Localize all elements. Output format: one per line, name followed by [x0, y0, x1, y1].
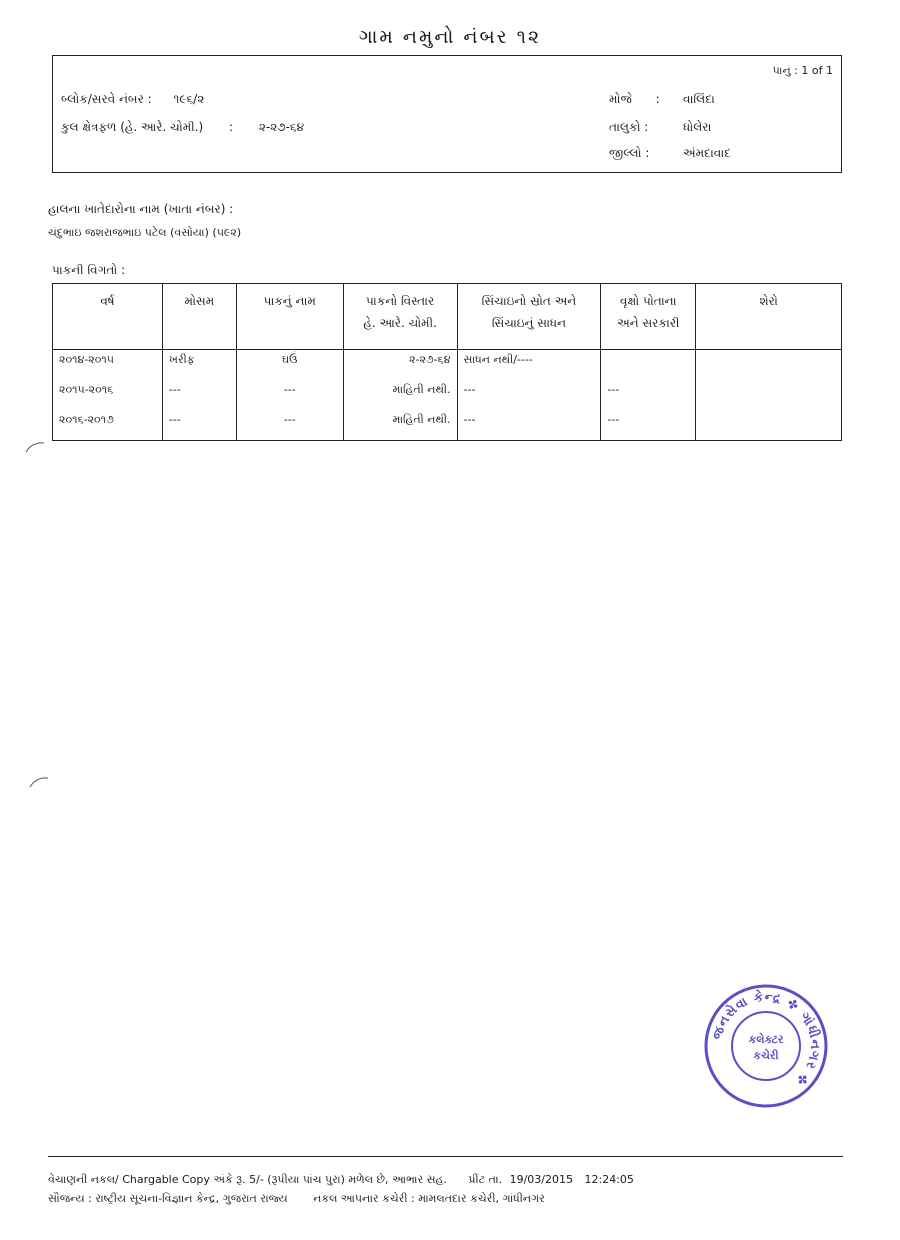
- svg-text:જનસેવા કેન્દ્ર ✤ ગાંધીનગર ✤: જનસેવા કેન્દ્ર ✤ ગાંધીનગર ✤: [710, 989, 823, 1089]
- svg-text:કચેરી: કચેરી: [753, 1049, 779, 1062]
- courtesy-note: સૌજન્ય : રાષ્ટ્રીય સૂચના-વિજ્ઞાન કેન્દ્ર, ગુજરાત રાજ્ય: [48, 1192, 288, 1205]
- print-time: 12:24:05: [584, 1173, 634, 1186]
- col-irrigation: [457, 284, 601, 350]
- village-separator: :: [655, 92, 660, 106]
- survey-number-row: [61, 92, 204, 107]
- taluka-label: તાલુકો :: [609, 120, 649, 134]
- cell-year: ૨૦૧૪-૨૦૧૫: [53, 350, 163, 381]
- cell-crop: ---: [236, 410, 343, 441]
- cell-season: ---: [162, 380, 236, 410]
- office-seal-stamp: [703, 983, 829, 1109]
- survey-number-label: બ્લોક/સરવે નંબર :: [61, 92, 152, 106]
- crop-details-table: [52, 283, 842, 441]
- print-label: પ્રીંટ તા.: [468, 1173, 503, 1186]
- table-row: [53, 380, 842, 410]
- cell-crop: ઘઉં: [236, 350, 343, 381]
- cell-year: ૨૦૧૬-૨૦૧૭: [53, 410, 163, 441]
- col-trees: [601, 284, 696, 350]
- col-crop-area-line2: હે. આરે. ચોમી.: [363, 316, 437, 330]
- cell-area: ૨-૨૭-૬૪: [343, 350, 457, 381]
- col-crop-area-line1: પાકનો વિસ્તાર: [366, 294, 435, 308]
- footer-line-2: [48, 1192, 545, 1206]
- cell-year: ૨૦૧૫-૨૦૧૬: [53, 380, 163, 410]
- cell-remarks: [696, 410, 842, 441]
- scan-mark: [28, 775, 52, 789]
- footer-divider: [48, 1156, 843, 1157]
- cell-remarks: [696, 350, 842, 381]
- cell-trees: ---: [601, 410, 696, 441]
- col-trees-line1: વૃક્ષો પોતાના: [619, 294, 677, 308]
- scan-mark: [24, 440, 48, 454]
- village-row: [609, 92, 660, 107]
- svg-text:કલેક્ટર: કલેક્ટર: [748, 1033, 784, 1046]
- cell-season: ખરીફ: [162, 350, 236, 381]
- col-irrigation-line1: સિંચાઇનો સ્રોત અને: [481, 294, 577, 308]
- cell-area: માહિતી નથી.: [343, 380, 457, 410]
- total-area-value: ૨-૨૭-૬૪: [258, 120, 305, 134]
- cell-remarks: [696, 380, 842, 410]
- table-row: [53, 350, 842, 381]
- col-irrigation-line2: સિંચાઇનું સાધન: [491, 316, 567, 330]
- header-box: [52, 55, 842, 173]
- total-area-row: [61, 120, 304, 135]
- cell-irrigation: ---: [457, 410, 601, 441]
- crop-details-label: પાકની વિગતો :: [52, 263, 126, 277]
- page-number: પાનું : 1 of 1: [772, 64, 833, 77]
- cell-trees: ---: [601, 380, 696, 410]
- cell-season: ---: [162, 410, 236, 441]
- cell-crop: ---: [236, 380, 343, 410]
- village-value: વાલિંદા: [683, 92, 715, 106]
- col-year: વર્ષ: [53, 284, 163, 350]
- print-date: 19/03/2015: [509, 1173, 573, 1186]
- table-header-row: [53, 284, 842, 350]
- district-value: અંમદાવાદ: [683, 146, 731, 160]
- total-area-label: કુલ ક્ષેત્રફળ (હે. આરે. ચોમી.): [61, 120, 204, 134]
- survey-number-value: ૧૯૬/૨: [173, 92, 205, 106]
- col-season: મોસમ: [162, 284, 236, 350]
- col-trees-line2: અને સરકારી: [617, 316, 680, 330]
- owners-value: ચંદુભાઇ જશરાજભાઇ પટેલ (વસોયા) (૫૯૨): [48, 226, 242, 239]
- village-label: મોજે: [609, 92, 632, 106]
- owners-label: હાલના ખાતેદારોના નામ (ખાતા નંબર) :: [48, 202, 234, 216]
- col-remarks: શેરો: [696, 284, 842, 350]
- cell-irrigation: સાધન નથી/----: [457, 350, 601, 381]
- col-crop-area: [343, 284, 457, 350]
- cell-area: માહિતી નથી.: [343, 410, 457, 441]
- cell-trees: [601, 350, 696, 381]
- district-label: જીલ્લો :: [609, 146, 650, 160]
- table-row: [53, 410, 842, 441]
- footer-line-1: [48, 1173, 634, 1187]
- form-title: ગામ નમુનો નંબર ૧૨: [358, 26, 542, 48]
- chargeable-copy-note: વેચાણની નકલ/ Chargable Copy અંકે રૂ. 5/- (રૂપીયા પાંચ પુરા) મળેલ છે, આભાર સહ.: [48, 1173, 447, 1186]
- total-area-separator: :: [228, 120, 234, 134]
- taluka-value: ધોલેરા: [683, 120, 712, 134]
- issuing-office: નકલ આપનાર કચેરી : મામલતદાર કચેરી, ગાંધીનગર: [313, 1192, 545, 1205]
- col-crop-name: પાકનું નામ: [236, 284, 343, 350]
- cell-irrigation: ---: [457, 380, 601, 410]
